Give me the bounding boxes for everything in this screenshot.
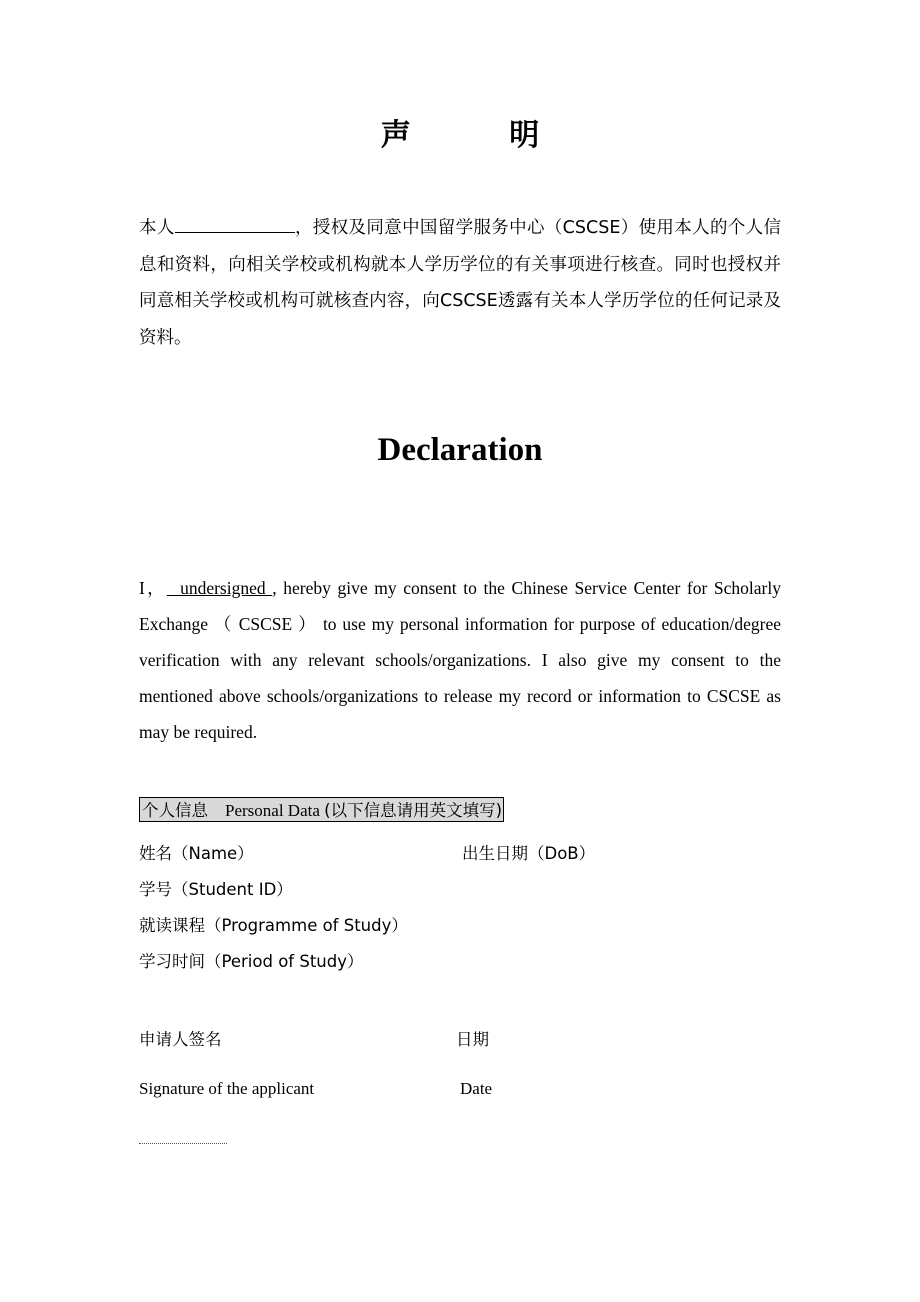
student-id-field-label <box>139 878 293 902</box>
personal-data-header-cn: 个人信息 <box>142 801 208 820</box>
personal-data-header <box>139 797 504 822</box>
date-label-en: Date <box>460 1079 493 1098</box>
name-label-text: 姓名（Name） <box>139 844 254 863</box>
applicant-signature-label-cn <box>139 1028 222 1052</box>
period-field-label <box>139 950 363 974</box>
applicant-signature-label-en: Signature of the applicant <box>139 1079 315 1098</box>
dob-field-label <box>462 842 595 866</box>
date-cn-text: 日期 <box>456 1030 489 1049</box>
english-text-body: , hereby give my consent to the Chinese Service Center for Scholarly Exchange （ CSCSE ） to use my personal information for purpose of education/degree verification with any relevant schools/organizations. I also give my consent to the mentioned above schools/organizations to release my record or information to CSCSE as may be required. <box>139 578 781 742</box>
personal-data-header-en: Personal Data <box>225 801 320 820</box>
name-field-label <box>139 842 254 866</box>
english-title: Declaration <box>377 432 543 468</box>
english-declaration-paragraph <box>139 570 781 750</box>
chinese-title: 声 明 <box>380 118 584 153</box>
programme-label-text: 就读课程（Programme of Study） <box>139 916 408 935</box>
chinese-text-body: ，授权及同意中国留学服务中心（CSCSE）使用本人的个人信息和资料，向相关学校或机构就本人学历学位的有关事项进行核查。同时也授权并同意相关学校或机构可就核查内容，向CSCSE透露有关本人学历学位的任何记录及资料。 <box>139 218 781 348</box>
chinese-declaration-paragraph <box>139 210 781 356</box>
personal-data-header-note: (以下信息请用英文填写) <box>324 801 503 820</box>
dob-label-text: 出生日期（DoB） <box>462 844 596 863</box>
english-text-prefix: I， <box>139 578 167 598</box>
programme-field-label <box>139 914 408 938</box>
applicant-signature-cn-text: 申请人签名 <box>139 1030 222 1049</box>
dotted-divider <box>139 1143 227 1144</box>
date-label-cn <box>456 1028 489 1052</box>
chinese-text-prefix: 本人 <box>139 218 175 238</box>
name-blank-line[interactable] <box>175 214 295 233</box>
period-label-text: 学习时间（Period of Study） <box>139 952 364 971</box>
undersigned-field[interactable]: undersigned <box>166 578 273 598</box>
student-id-label-text: 学号（Student ID） <box>139 880 293 899</box>
